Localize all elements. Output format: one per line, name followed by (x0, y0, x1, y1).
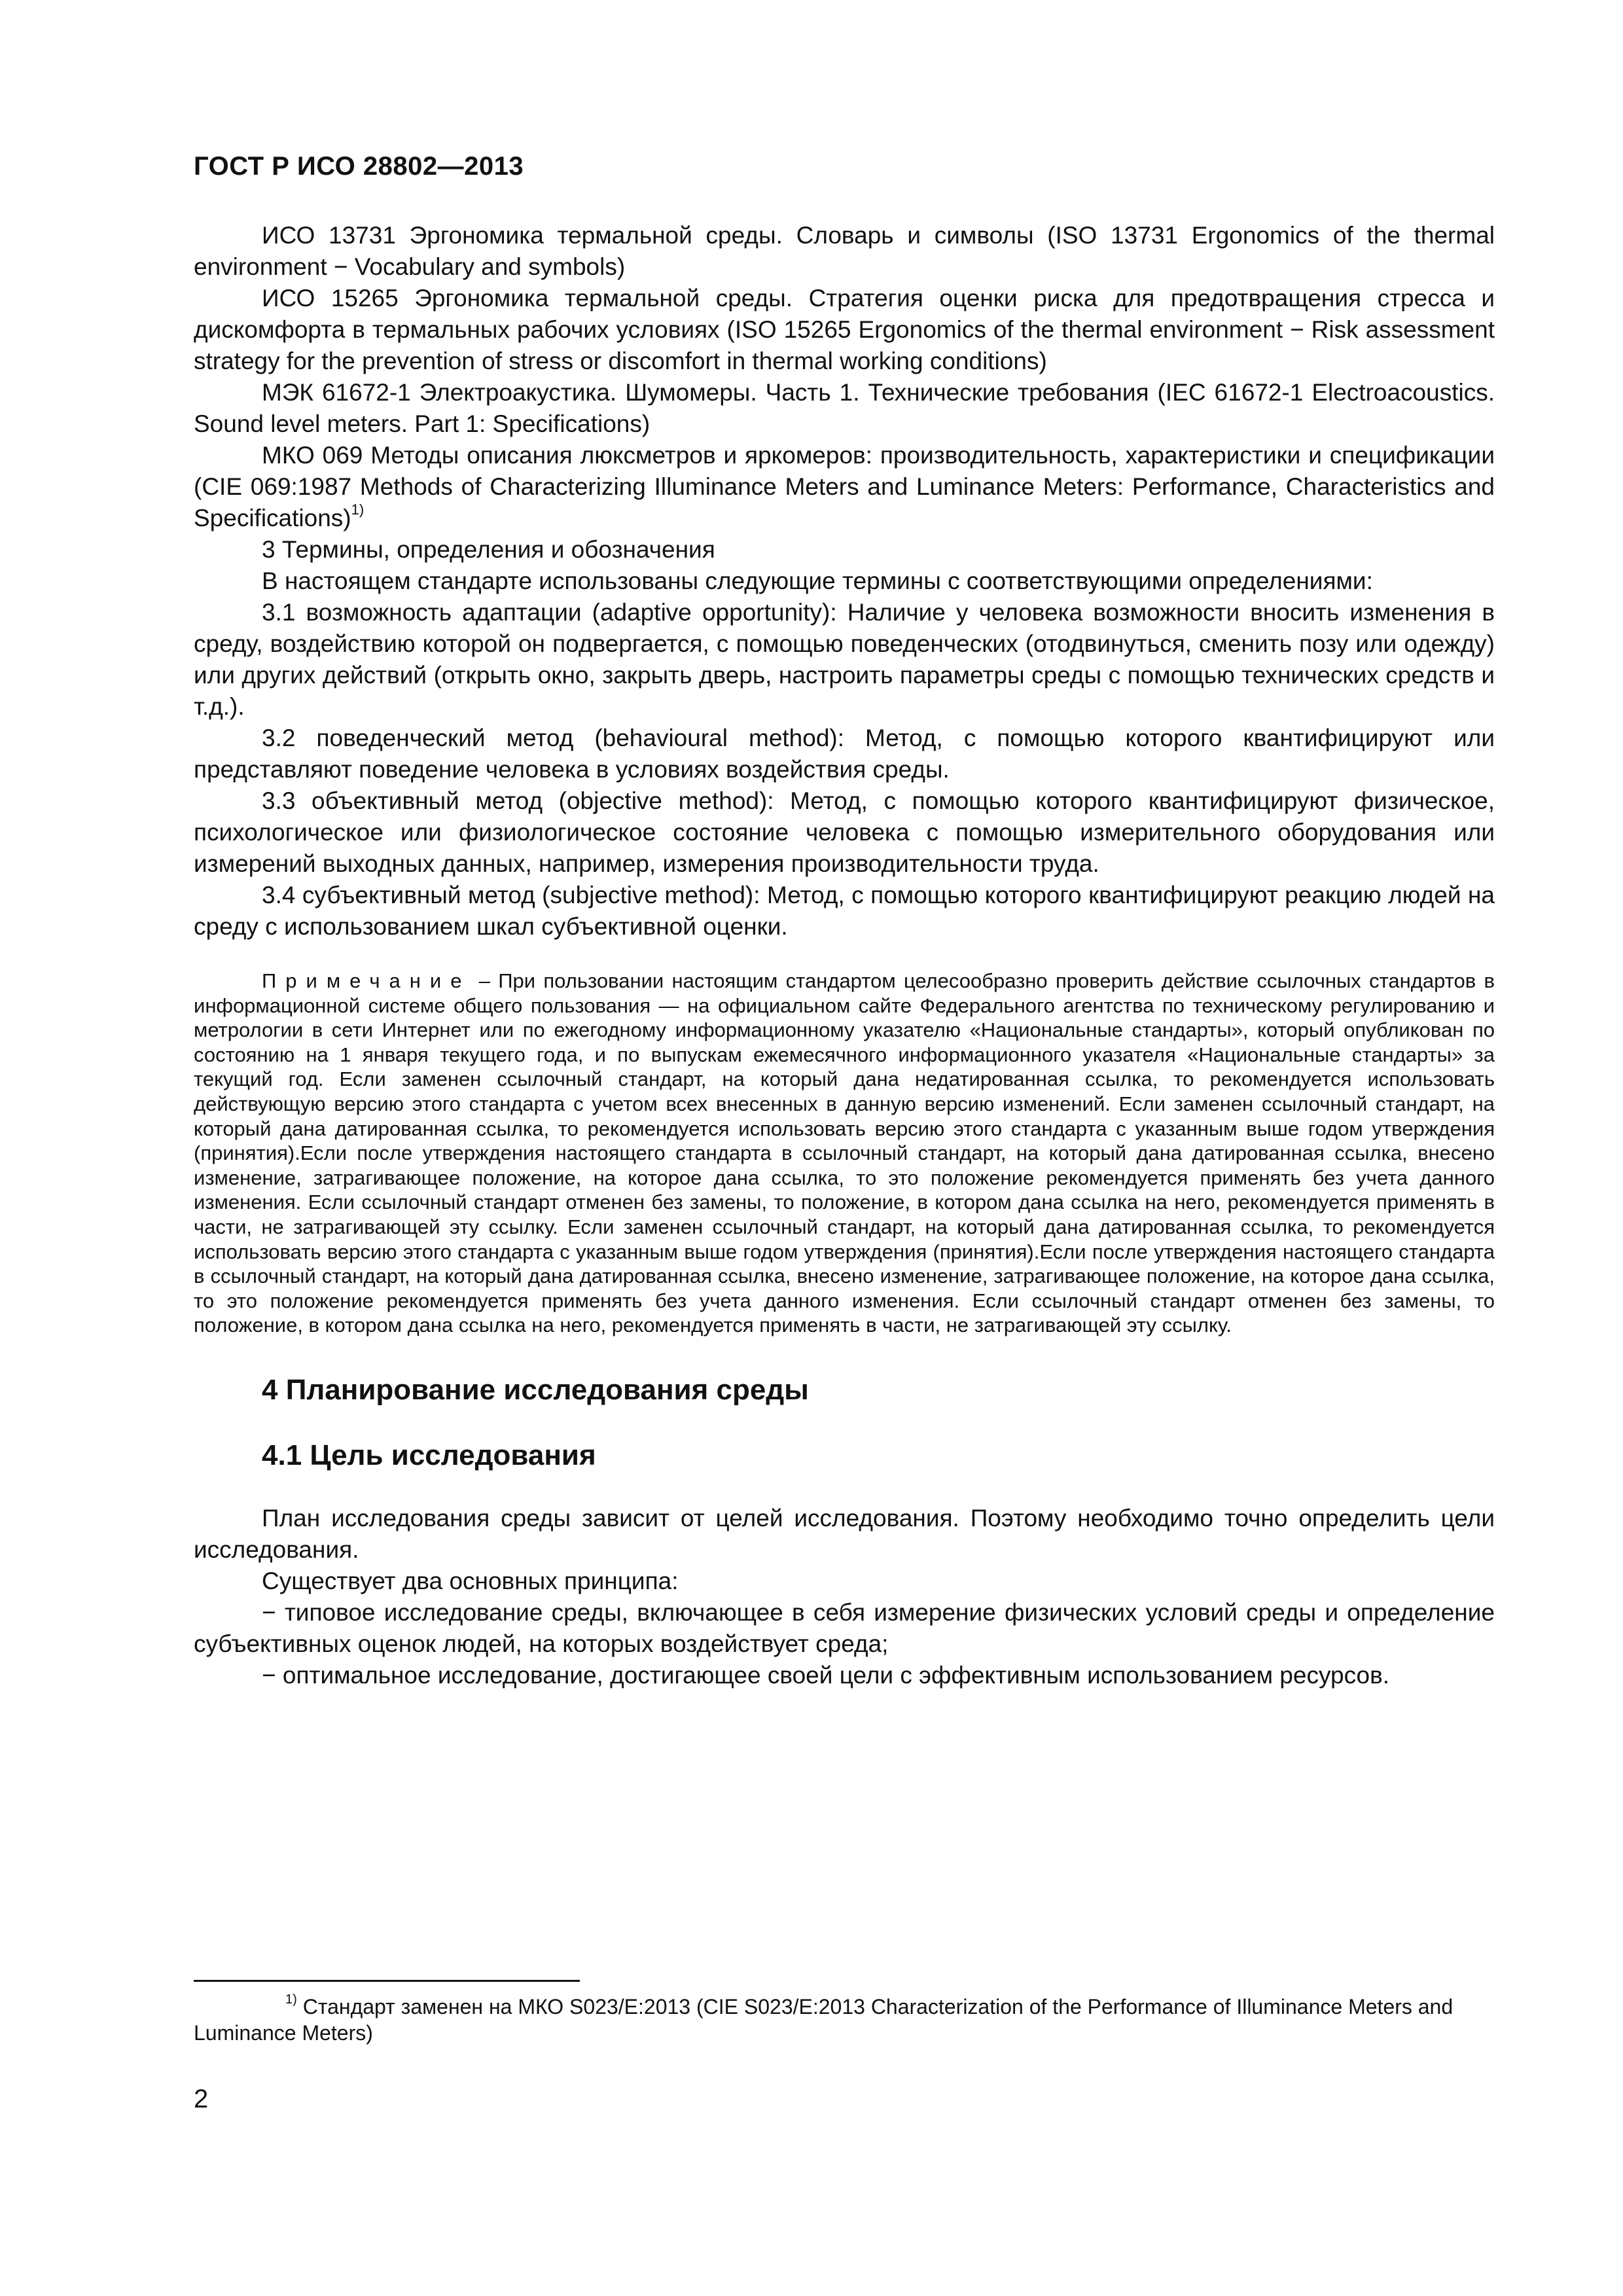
section-3-intro: В настоящем стандарте использованы следующие термины с соответствующими определениями: (262, 567, 1373, 594)
footnote-separator (194, 1980, 580, 1982)
list-item: − типовое исследование среды, включающее в себя измерение физических условий среды и определение субъективных оценок людей, на которых воздействует среда; (194, 1598, 1495, 1657)
footnote-text: Стандарт заменен на МКО S023/E:2013 (CIE S023/E:2013 Characterization of the Performance of Illuminance Meters and Luminance Meters) (194, 1995, 1454, 2045)
page-content (194, 220, 1495, 1691)
body-paragraph: План исследования среды зависит от целей исследования. Поэтому необходимо точно определить цели исследования. (194, 1504, 1495, 1563)
term-definition: 3.4 субъективный метод (subjective method): Метод, с помощью которого квантифицируют реакцию людей на среду с использованием шкал субъективной оценки. (194, 882, 1495, 940)
reference-item: ИСО 13731 Эргономика термальной среды. Словарь и символы (ISO 13731 Ergonomics of the thermal environment − Vocabulary and symbols) (194, 222, 1495, 280)
term-definition: 3.1 возможность адаптации (adaptive opportunity): Наличие у человека возможности вносить изменения в среду, воздействию которой он подвергается, с помощью поведенческих (отодвинуться, сменить позу или одежду) или других действий (открыть окно, закрыть дверь, настроить параметры среды с помощью технических средств и т.д.). (194, 599, 1495, 720)
reference-item-with-footnote (194, 440, 1495, 534)
reference-item: МЭК 61672-1 Электроакустика. Шумомеры. Часть 1. Технические требования (IEC 61672-1 Electroacoustics. Sound level meters. Part 1: Specifications) (194, 379, 1495, 437)
body-paragraph: Существует два основных принципа: (262, 1567, 679, 1594)
note-text: – При пользовании настоящим стандартом целесообразно проверить действие ссылочных стандартов в информационной системе общего пользования — на официальном сайте Федерального агентства по техническому регулированию и метрологии в сети Интернет или по ежегодному информационному указателю «Национальные стандарты», который опубликован по состоянию на 1 января текущего года, и по выпускам ежемесячного информационного указателя «Национальные стандарты» за текущий год. Если заменен ссылочный стандарт, на который дана недатированная ссылка, то рекомендуется использовать действующую версию этого стандарта с учетом всех внесенных в данную версию изменений. Если заменен ссылочный стандарт, на который дана датированная ссылка, то рекомендуется использовать версию этого стандарта с указанным выше годом утверждения (принятия).Если после утверждения настоящего стандарта в ссылочный стандарт, на который дана датированная ссылка, внесено изменение, затрагивающее положение, на которое дана ссылка, то это положение рекомендуется применять без учета данного изменения. Если ссылочный стандарт отменен без замены, то положение, в котором дана ссылка на него, рекомендуется применять в части, не затрагивающей эту ссылку. Если заменен ссылочный стандарт, на который дана датированная ссылка, то рекомендуется использовать версию этого стандарта с указанным выше годом утверждения (принятия).Если после утверждения настоящего стандарта в ссылочный стандарт, на который дана датированная ссылка, внесено изменение, затрагивающее положение, на которое дана ссылка, то это положение рекомендуется применять без учета данного изменения. Если ссылочный стандарт отменен без замены, то положение, в котором дана ссылка на него, рекомендуется применять в части, не затрагивающей эту ссылку. (194, 969, 1495, 1337)
footnote-mark: 1) (285, 1992, 297, 2007)
document-header: ГОСТ Р ИСО 28802—2013 (194, 152, 524, 181)
note-block (194, 969, 1495, 1338)
reference-item: ИСО 15265 Эргономика термальной среды. Стратегия оценки риска для предотвращения стресса и дискомфорта в термальных рабочих условиях (ISO 15265 Ergonomics of the thermal environment − Risk assessment strategy for the prevention of stress or discomfort in thermal working conditions) (194, 285, 1495, 374)
section-4-heading: 4 Планирование исследования среды (262, 1373, 809, 1406)
subsection-4-1-heading: 4.1 Цель исследования (262, 1439, 596, 1471)
section-3-heading: 3 Термины, определения и обозначения (262, 536, 715, 563)
reference-text: МКО 069 Методы описания люксметров и яркомеров: производительность, характеристики и спецификации (CIE 069:1987 Methods of Characterizing Illuminance Meters and Luminance Meters: Performance, Characteristics and Specifications) (194, 442, 1495, 531)
note-label: Примечание (262, 969, 471, 992)
term-definition: 3.3 объективный метод (objective method): Метод, с помощью которого квантифицируют физическое, психологическое или физиологическое состояние человека с помощью измерительного оборудования или измерений выходных данных, например, измерения производительности труда. (194, 787, 1495, 877)
list-item: − оптимальное исследование, достигающее своей цели с эффективным использованием ресурсов. (262, 1661, 1390, 1689)
term-definition: 3.2 поведенческий метод (behavioural method): Метод, с помощью которого квантифицируют или представляют поведение человека в условиях воздействия среды. (194, 725, 1495, 783)
page-number: 2 (194, 2085, 209, 2113)
footnote (194, 1994, 1495, 2046)
footnote-reference-mark: 1) (351, 501, 365, 518)
